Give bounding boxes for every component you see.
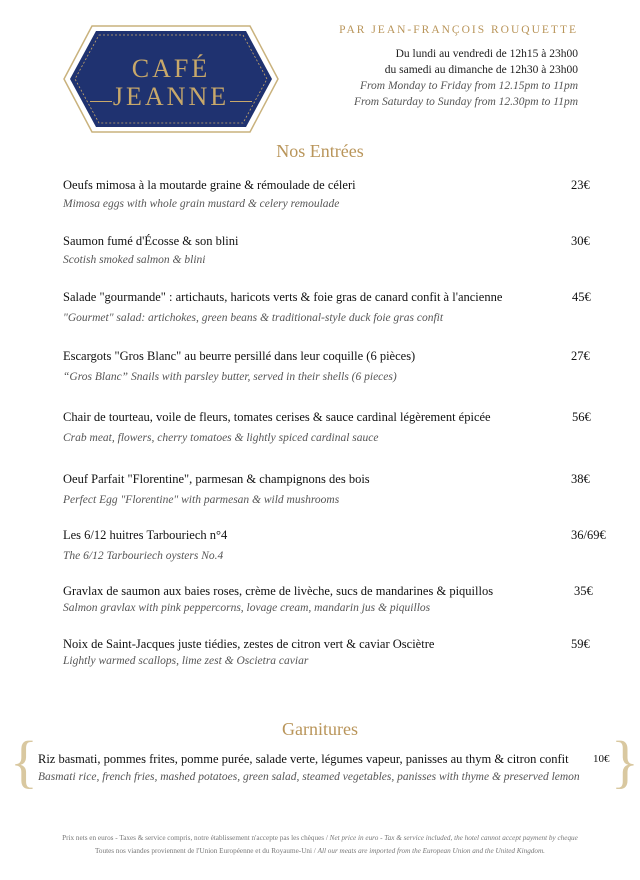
- item-name-fr: Salade "gourmande" : artichauts, haricots verts & foie gras de canard confit à l'ancienne: [63, 290, 503, 304]
- item-name-en: "Gourmet" salad: artichokes, green beans & traditional-style duck foie gras confit: [63, 312, 444, 324]
- footer-notice: [0, 832, 640, 858]
- item-name-en: Scotish smoked salmon & blini: [63, 254, 206, 266]
- item-name-fr: Les 6/12 huitres Tarbouriech n°4: [63, 528, 228, 542]
- footer-line-1-fr: Prix nets en euros - Taxes & service compris, notre établissement n'accepte pas les chèques /: [62, 834, 330, 842]
- logo-text-cafe: CAFÉ: [131, 54, 211, 83]
- item-name-en: Crab meat, flowers, cherry tomatoes & lightly spiced cardinal sauce: [63, 432, 379, 444]
- menu-item: [63, 584, 603, 614]
- footer-line-2-en: All our meats are imported from the European Union and the United Kingdom.: [317, 847, 545, 855]
- garnitures-price: 10€: [593, 753, 610, 765]
- garnitures-item: [38, 752, 598, 783]
- item-name-en: Mimosa eggs with whole grain mustard & celery remoulade: [63, 198, 340, 210]
- menu-item: [63, 472, 603, 506]
- menu-item: [63, 178, 603, 210]
- section-title-garnitures: Garnitures: [282, 719, 358, 739]
- item-name-fr: Oeuf Parfait "Florentine", parmesan & champignons des bois: [63, 472, 370, 486]
- menu-item: [63, 290, 603, 324]
- logo-text-jeanne: JEANNE: [112, 82, 230, 111]
- item-name-en: Lightly warmed scallops, lime zest & Oscietra caviar: [63, 655, 309, 667]
- item-name-fr: Saumon fumé d'Écosse & son blini: [63, 234, 239, 248]
- footer-line-2: [0, 845, 640, 858]
- hours-weekend-en: From Saturday to Sunday from 12.30pm to 11pm: [353, 96, 578, 108]
- chef-credit: PAR JEAN-FRANÇOIS ROUQUETTE: [339, 24, 578, 36]
- garnitures-fr: Riz basmati, pommes frites, pomme purée, salade verte, légumes vapeur, panisses au thym & citron confit: [38, 752, 569, 766]
- footer-line-1-en: Net price in euro - Tax & service included, the hotel cannot accept payment by cheque: [329, 834, 578, 842]
- menu-item: [63, 234, 603, 266]
- item-price: 59€: [571, 637, 590, 651]
- footer-line-2-fr: Toutes nos viandes proviennent de l'Union Européenne et du Royaume-Uni /: [95, 847, 318, 855]
- item-price: 36/69€: [571, 528, 606, 542]
- item-price: 45€: [572, 290, 591, 304]
- opening-hours: [339, 24, 578, 110]
- menu-item: [63, 349, 603, 383]
- hours-weekend-fr: du samedi au dimanche de 12h30 à 23h00: [384, 64, 578, 76]
- item-name-fr: Oeufs mimosa à la moutarde graine & rémoulade de céleri: [63, 178, 356, 192]
- footer-line-1: [0, 832, 640, 845]
- garnitures-en: Basmati rice, french fries, mashed potatoes, green salad, steamed vegetables, panisses with thyme & preserved lemon: [38, 771, 580, 783]
- cafe-jeanne-logo: [62, 24, 280, 134]
- item-price: 35€: [574, 584, 593, 598]
- item-price: 56€: [572, 410, 591, 424]
- hours-weekday-fr: Du lundi au vendredi de 12h15 à 23h00: [395, 48, 578, 60]
- item-name-en: The 6/12 Tarbouriech oysters No.4: [63, 550, 224, 562]
- item-price: 27€: [571, 349, 590, 363]
- item-name-en: Perfect Egg "Florentine" with parmesan & wild mushrooms: [63, 494, 340, 506]
- item-name-fr: Noix de Saint-Jacques juste tiédies, zestes de citron vert & caviar Osciètre: [63, 637, 435, 651]
- item-price: 23€: [571, 178, 590, 192]
- hours-weekday-en: From Monday to Friday from 12.15pm to 11pm: [359, 80, 578, 92]
- logo-dash-left: [90, 101, 112, 102]
- item-name-fr: Escargots "Gros Blanc" au beurre persillé dans leur coquille (6 pièces): [63, 349, 416, 363]
- item-name-fr: Gravlax de saumon aux baies roses, crème de livèche, sucs de mandarines & piquillos: [63, 584, 494, 598]
- right-brace-ornament: }: [611, 729, 639, 794]
- item-name-fr: Chair de tourteau, voile de fleurs, tomates cerises & sauce cardinal légèrement épicée: [63, 410, 491, 424]
- menu-item: [63, 637, 603, 667]
- menu-item: [63, 528, 606, 562]
- item-price: 30€: [571, 234, 590, 248]
- item-name-en: “Gros Blanc” Snails with parsley butter, served in their shells (6 pieces): [63, 371, 397, 383]
- menu-item: [63, 410, 603, 444]
- item-price: 38€: [571, 472, 590, 486]
- item-name-en: Salmon gravlax with pink peppercorns, lovage cream, mandarin jus & piquillos: [63, 602, 431, 614]
- left-brace-ornament: {: [10, 729, 38, 794]
- section-title-entrees: Nos Entrées: [276, 141, 364, 161]
- logo-dash-right: [230, 101, 252, 102]
